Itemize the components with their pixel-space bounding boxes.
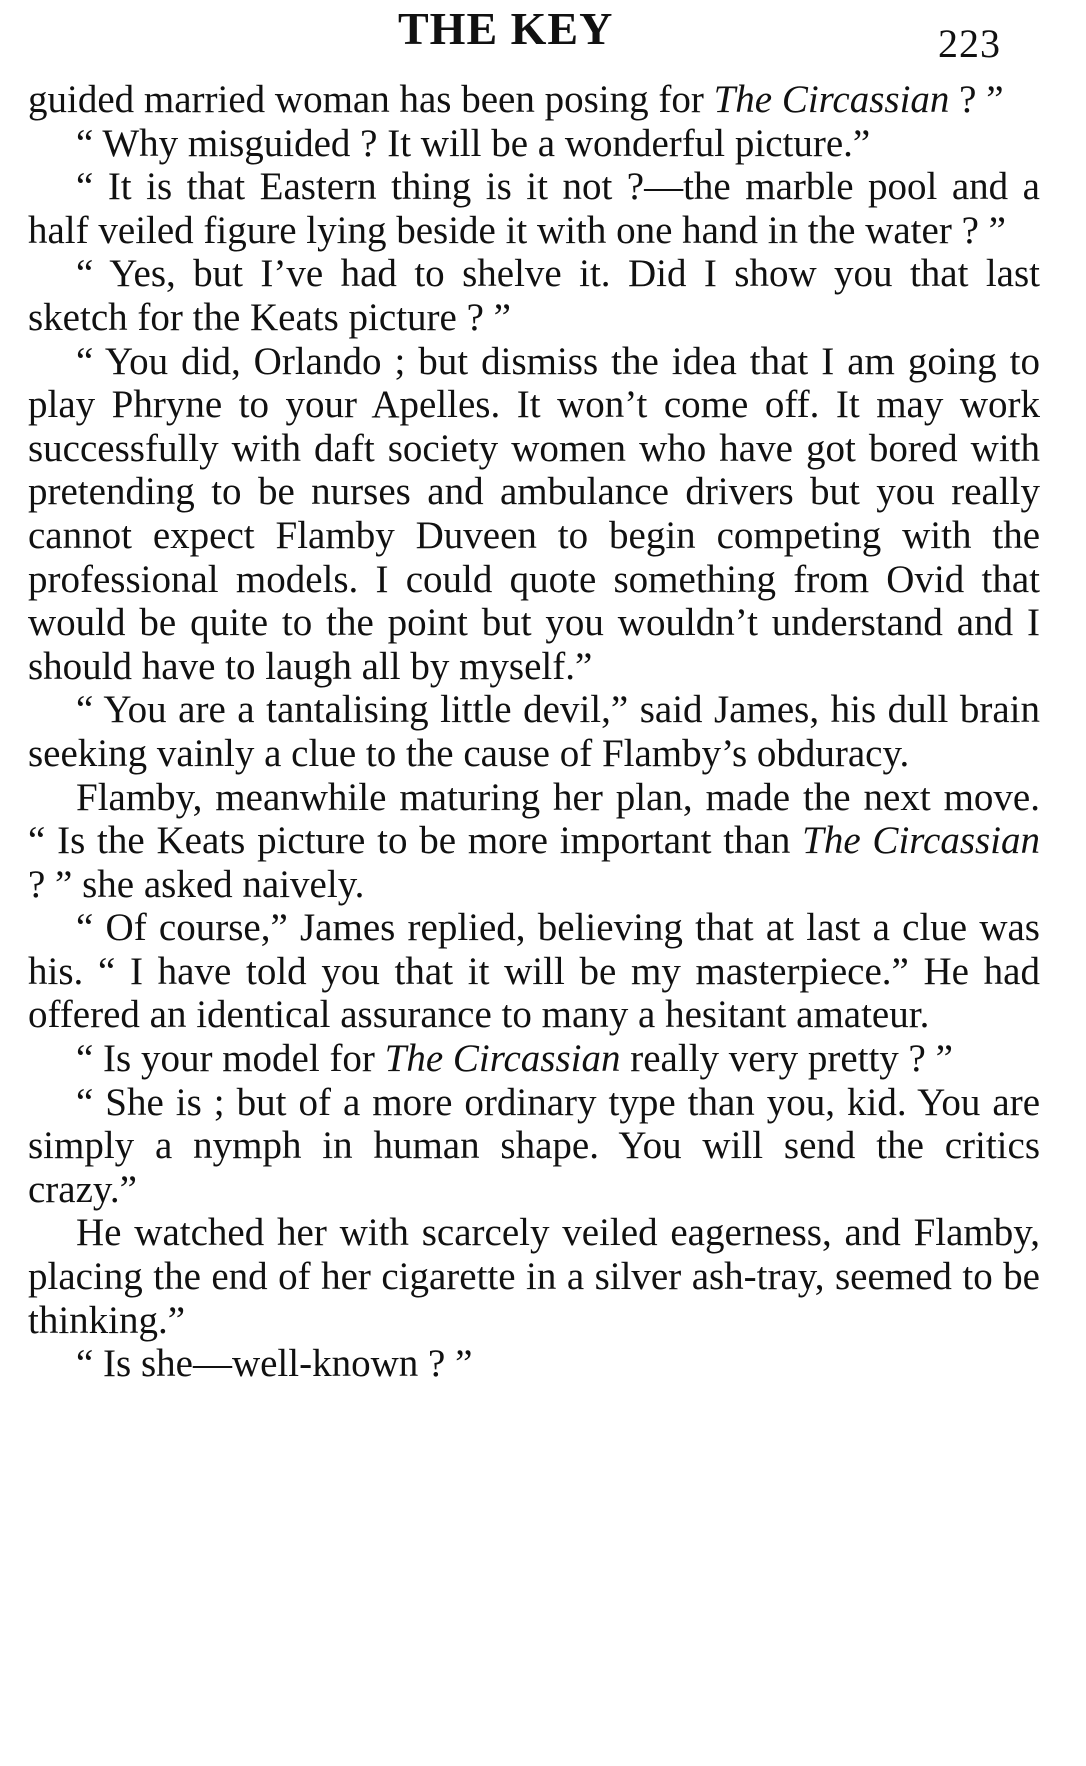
text-run: “ She is ; but of a more ordinary type than you, kid. You are simply a nymph in human shape. You will send the critics crazy.” [28,1080,1040,1211]
paragraph [28,688,1040,775]
text-run: ? ” she asked naively. [28,862,365,906]
text-run: “ Yes, but I’ve had to shelve it. Did I show you that last sketch for the Keats picture ? ” [28,252,1040,339]
running-head [0,2,1086,66]
text-run: Flamby, meanwhile maturing her plan, made the next move. “ Is the Keats picture to be more important than [28,775,1040,863]
paragraph [28,1342,1040,1386]
paragraph [28,340,1040,689]
paragraph [28,1081,1040,1212]
text-run: really very pretty ? ” [620,1037,953,1081]
paragraph [28,122,1040,166]
paragraph [28,1211,1040,1342]
paragraph [28,165,1040,252]
chapter-title: THE KEY [398,3,614,54]
italic-title: The Circassian [384,1037,621,1081]
text-run: “ Why misguided ? It will be a wonderful picture.” [76,121,871,165]
page-number: 223 [938,21,1001,66]
text-run: ? ” [949,78,1004,121]
text-run: “ Is she—well-known ? ” [76,1342,473,1386]
body-text [28,78,1040,1386]
text-run: He watched her with scarcely veiled eagerness, and Flamby, placing the end of her cigarette in a silver ash-tray, seemed to be thinking.” [28,1211,1040,1342]
italic-title: The Circassian [802,819,1041,863]
text-run: “ Is your model for [76,1037,385,1081]
paragraph [28,776,1040,907]
italic-title: The Circassian [713,78,950,121]
paragraph [28,78,1040,122]
text-run: guided married woman has been posing for [28,78,714,121]
text-run: “ You did, Orlando ; but dismiss the idea that I am going to play Phryne to your Apelles. It won’t come off. It may work successfully with daft society women who have got bored with pretending to be nurses and ambulance drivers but you really cannot expect Flamby Duveen to begin competing with the professional models. I could quote something from Ovid that would be quite to the point but you wouldn’t understand and I should have to laugh all by myself.” [28,339,1040,688]
paragraph [28,1037,1040,1081]
text-run: “ It is that Eastern thing is it not ?—the marble pool and a half veiled figure lying beside it with one hand in the water ? ” [28,165,1040,252]
text-run: “ You are a tantalising little devil,” said James, his dull brain seeking vainly a clue to the cause of Flamby’s obduracy. [28,688,1040,775]
text-run: “ Of course,” James replied, believing that at last a clue was his. “ I have told you that it will be my masterpiece.” He had offered an identical assurance to many a hesitant amateur. [28,906,1040,1037]
paragraph [28,906,1040,1037]
paragraph [28,252,1040,339]
